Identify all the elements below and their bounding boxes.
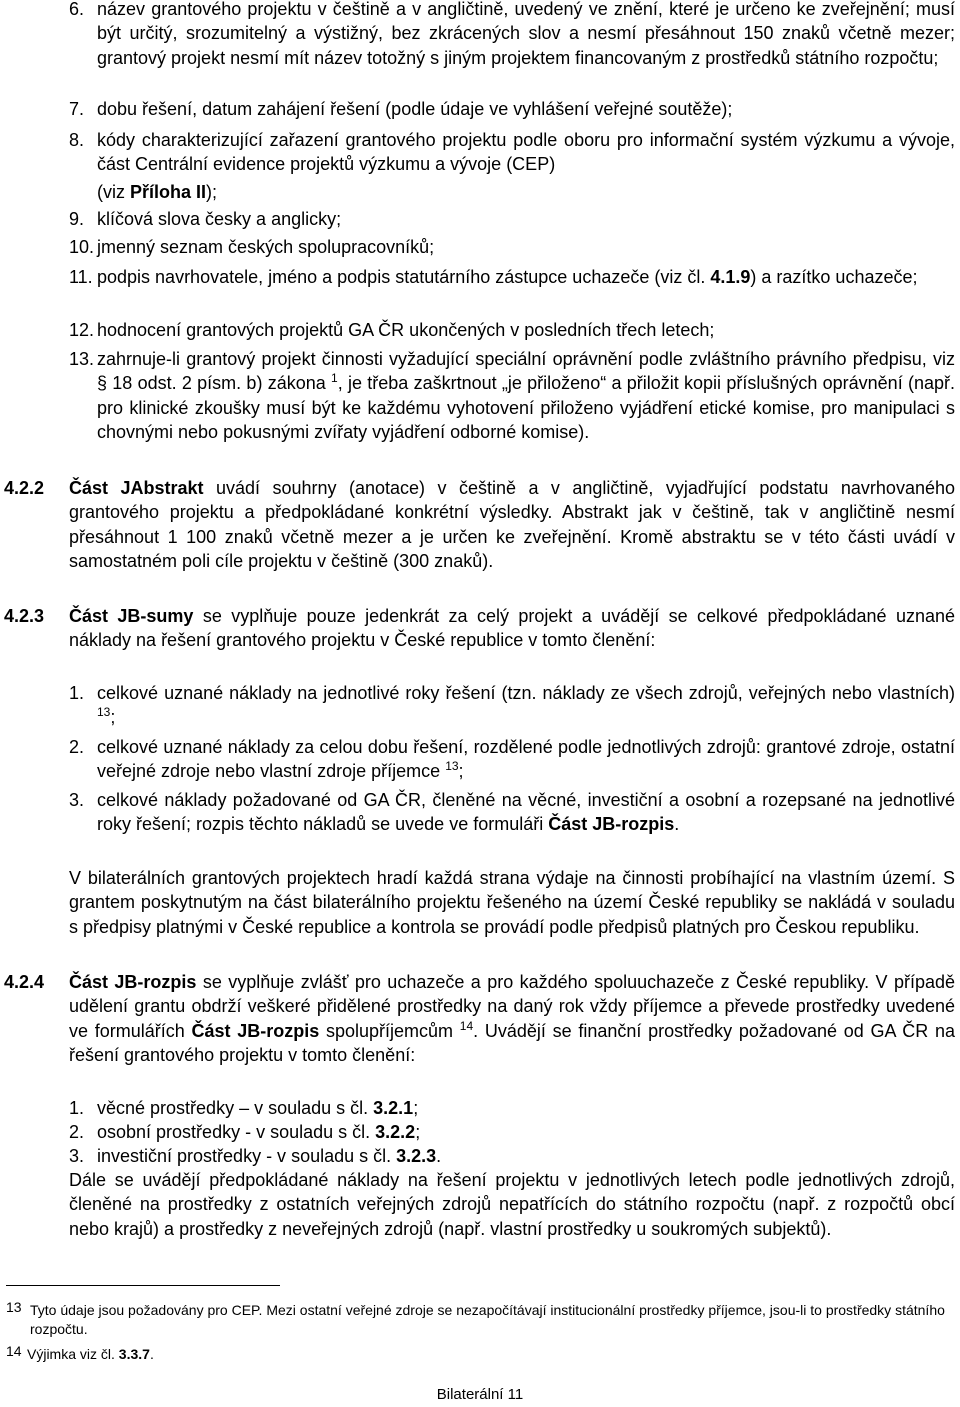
footnote-divider <box>6 1285 280 1286</box>
cost-item-1: celkové uznané náklady na jednotlivé roky řešení (tzn. náklady ze všech zdrojů, veřejných nebo vlastních) $^{13}$; <box>97 683 955 728</box>
cost-item-2: celkové uznané náklady za celou dobu řešení, rozdělené podle jednotlivých zdrojů: grantové zdroje, ostatní veřejné zdroje nebo vlastní zdroje příjemce $^{13}$; <box>97 737 955 782</box>
list-number: 3. <box>69 790 85 810</box>
footnote-14: Výjimka viz čl. 3.3.7. <box>27 1346 154 1362</box>
annex-ref: Příloha II <box>130 182 207 202</box>
list-number: 7. <box>69 99 85 119</box>
list-item-6-text: název grantového projektu v češtině a v angličtině, uvedený ve znění, které je určeno ke zveřejnění; musí být určitý, srozumitelný a výstižný, bez zkrácených slov a nesmí přesáhnout 150 znaků včetně mezer; grantový projekt nesmí mít název totožný s jiným projektem financovaným z prostředků státního rozpočtu; <box>97 0 955 68</box>
section-4-2-2-text: Část JAbstrakt uvádí souhrny (anotace) v češtině a v angličtině, vyjadřující podstatu navrhovaného grantového projektu a předpokládané konkrétní výsledky. Abstrakt jak v češtině, tak v angličtině nesmí přesáhnout 1 100 znaků včetně mezer a je určen ke zveřejnění. Kromě abstraktu se v této části uvádí v samostatném poli cíle projektu v češtině (300 znaků). <box>69 478 955 571</box>
section-number: 4.2.2 <box>4 478 45 498</box>
list-item-10-text: jmenný seznam českých spolupracovníků; <box>97 237 435 257</box>
footnote-number: 14 <box>6 1343 22 1359</box>
list-number: 3. <box>69 1146 85 1166</box>
section-title: Část JB-rozpis <box>69 972 197 992</box>
funds-item-1: věcné prostředky – v souladu s čl. 3.2.1; <box>97 1098 419 1118</box>
list-number: 9. <box>69 209 85 229</box>
list-item-12-text: hodnocení grantových projektů GA ČR ukončených v posledních třech letech; <box>97 320 715 340</box>
footnote-13: Tyto údaje jsou požadovány pro CEP. Mezi ostatní veřejné zdroje se nezapočítávají institucionální prostředky příjemce, jsou-li to prostředky státního rozpočtu. <box>30 1302 945 1337</box>
list-item-9-text: klíčová slova česky a anglicky; <box>97 209 342 229</box>
section-title: Část JB-sumy <box>69 606 194 626</box>
section-4-2-4-text: Část JB-rozpis se vyplňuje zvlášť pro uchazeče a pro každého spoluuchazeče z České republiky. V případě udělení grantu obdrží veškeré přidělené prostředky na daný rok vždy příjemce a převede prostředky uvedené ve formulářích Část JB-rozpis spolupříjemcům $^{14}$. Uvádějí se finanční prostředky požadované od GA ČR na řešení grantového projektu v tomto členění: <box>69 972 955 1065</box>
list-number: 2. <box>69 1122 85 1142</box>
funds-item-3: investiční prostředky - v souladu s čl. 3.2.3. <box>97 1146 442 1166</box>
page-footer: Bilaterální 11 <box>436 1386 524 1403</box>
list-item-11-text: podpis navrhovatele, jméno a podpis statutárního zástupce uchazeče (viz čl. 4.1.9) a razítko uchazeče; <box>97 267 918 287</box>
list-item-7-text: dobu řešení, datum zahájení řešení (podle údaje ve vyhlášení veřejné soutěže); <box>97 99 733 119</box>
bilateral-paragraph: V bilaterálních grantových projektech hradí každá strana výdaje na činnosti probíhající na vlastním území. S grantem poskytnutým na část bilaterálního projektu řešeného na území České republiky se nakládá v souladu s předpisy platnými v České republice a kontrola se provádí podle předpisů platných pro Českou republiku. <box>69 868 955 937</box>
list-number: 8. <box>69 130 85 150</box>
list-number: 2. <box>69 737 85 757</box>
list-number: 11. <box>69 267 93 287</box>
list-number: 10. <box>69 237 95 257</box>
list-number: 12. <box>69 320 95 340</box>
list-number: 1. <box>69 683 85 703</box>
list-number: 6. <box>69 0 85 19</box>
list-item-8-text-cont: (viz Příloha II); <box>97 182 218 202</box>
cost-item-3: celkové náklady požadované od GA ČR, členěné na věcné, investiční a osobní a rozepsané na jednotlivé roky řešení; rozpis těchto nákladů se uvede ve formuláři Část JB-rozpis. <box>97 790 955 835</box>
list-item-8-text: kódy charakterizující zařazení grantového projektu podle oboru pro informační systém výzkumu a vývoje, část Centrální evidence projektů výzkumu a vývoje (CEP) <box>97 130 955 175</box>
footnote-number: 13 <box>6 1299 22 1315</box>
list-number: 13. <box>69 349 95 369</box>
section-title: Část JAbstrakt <box>69 478 204 498</box>
section-4-2-3-text: Část JB-sumy se vyplňuje pouze jedenkrát za celý projekt a uvádějí se celkové předpokládané uznané náklady na řešení grantového projektu v České republice v tomto členění: <box>69 606 955 651</box>
section-number: 4.2.3 <box>4 606 45 626</box>
funds-item-2: osobní prostředky - v souladu s čl. 3.2.2; <box>97 1122 421 1142</box>
list-number: 1. <box>69 1098 85 1118</box>
section-number: 4.2.4 <box>4 972 45 992</box>
list-item-13-text: zahrnuje-li grantový projekt činnosti vyžadující speciální oprávnění podle zvláštního právního předpisu, viz § 18 odst. 2 písm. b) zákona $^1$, je třeba zaškrtnout „je přiloženo“ a přiložit kopii příslušných oprávnění (např. pro klinické zkoušky musí být ke každému vyhotovení přiloženo vyjádření etické komise, pro manipulaci s chovnými nebo pokusnými zvířaty vyjádření odborné komise). <box>97 349 955 442</box>
sources-paragraph: Dále se uvádějí předpokládané náklady na řešení projektu v jednotlivých letech podle jednotlivých zdrojů, členěné na prostředky z ostatních veřejných zdrojů nepatřících do státního rozpočtu (např. z rozpočtů obcí nebo krajů) a prostředky z neveřejných zdrojů (např. vlastní prostředky u soukromých subjektů). <box>69 1170 955 1239</box>
